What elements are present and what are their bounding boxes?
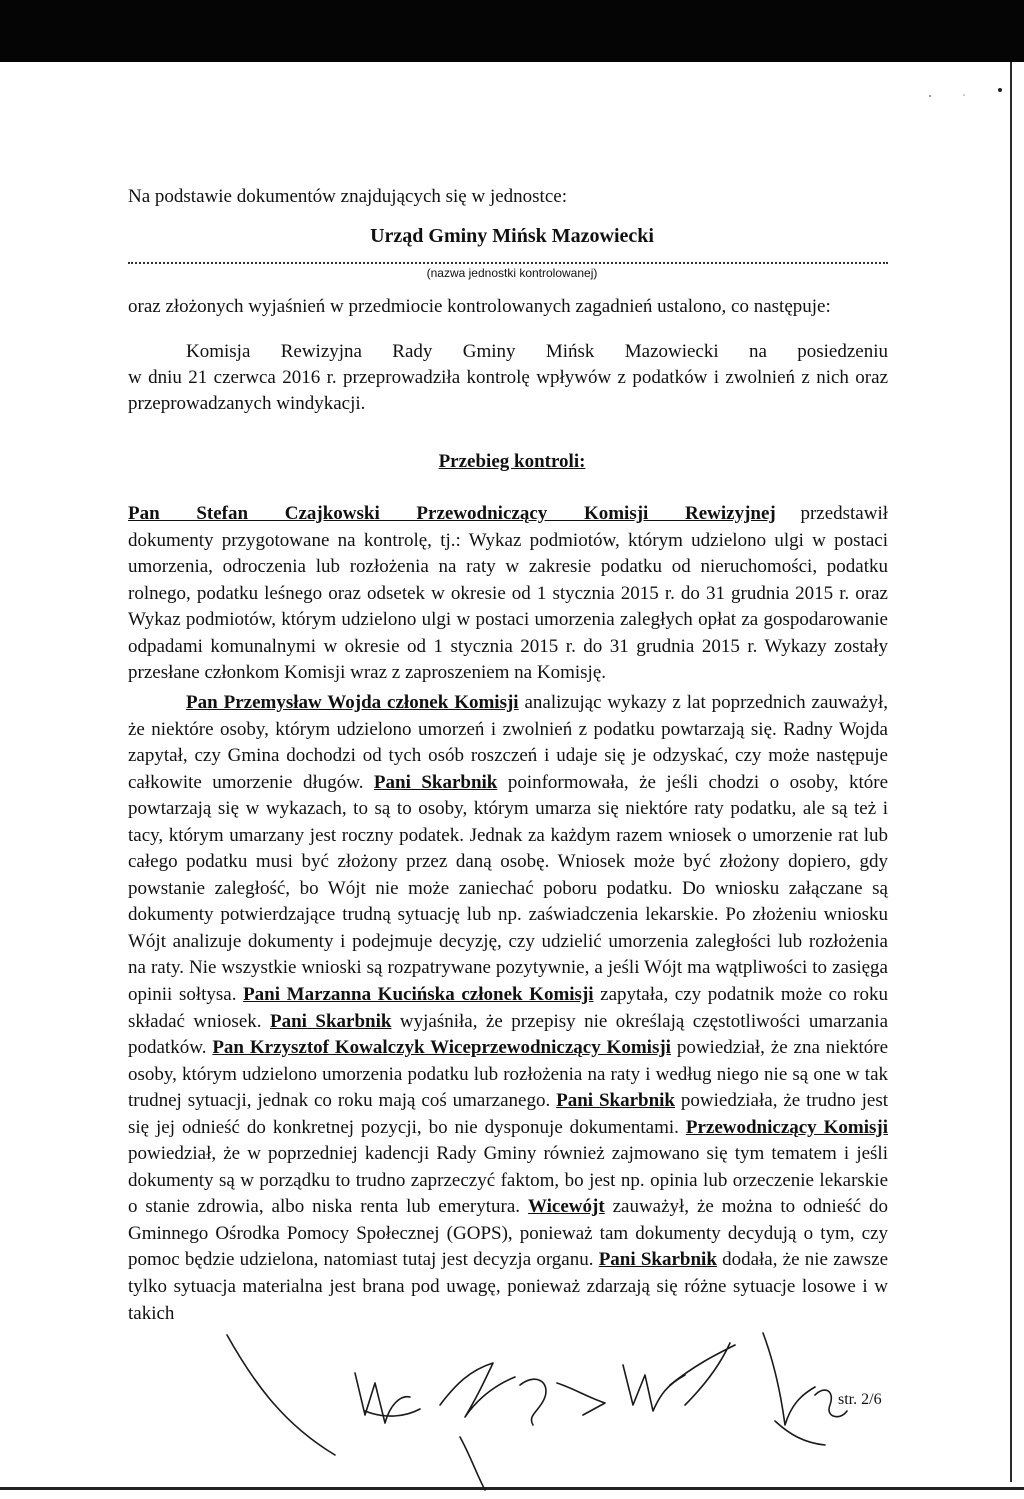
speaker-name: Pani Skarbnik [269,1010,392,1032]
speaker-statement: analizując wykazy z lat poprzednich zauważył, że niektóre osoby, którym udzielono umorzeń i zwolnień z podatku powtarzają się. Radny Wojda zapytał, czy Gmina dochodzi od tych osób roszczeń i udaje się je odzyskać, czy może następuje całkowite umorzenie długów. [128,692,888,793]
speaker-verb: przedstawił [800,503,889,524]
paragraph-documents [128,501,888,687]
scan-specks [920,82,1010,102]
speaker-name: Pani Skarbnik [598,1249,717,1271]
signature-stroke [557,1383,605,1415]
speaker-name: Pani Skarbnik [373,771,498,793]
speaker-name: Pani Skarbnik [556,1090,675,1112]
paragraph1-first-line: Komisja Rewizyjna Rady Gminy Mińsk Mazowiecki na posiedzeniu [186,341,888,362]
signature-stroke [775,1421,825,1445]
speaker-statement: powiedział, że w poprzedniej kadencji Rady Gminy również zajmowano się tym tematem i jeśli dokumenty są w porządku to trudno zaprzeczyć faktom, bo jest np. opinia lub orzeczenie lekarskie o stanie zdrowia, albo niska renta lub emerytura. [128,1143,888,1218]
signature-stroke [365,1409,420,1416]
paragraph1-rest: w dniu 21 czerwca 2016 r. przeprowadziła kontrolę wpływów z podatków i zwolnień z nich oraz przeprowadzanych windykacji. [128,367,888,415]
speaker-statement: powiedziała, że trudno jest się jej odnieść do konkretnej pozycji, bo nie dysponuje dokumentami. [128,1090,888,1138]
speaker-statement: wyjaśniła, że przepisy nie określają częstotliwości umarzania podatków. [128,1010,888,1059]
intro-line: Na podstawie dokumentów znajdujących się w jednostce: [128,186,567,207]
scan-top-border [0,0,1024,62]
speaker-name: Pan Krzysztof Kowalczyk Wiceprzewodniczący Komisji [212,1037,671,1059]
unit-caption: (nazwa jednostki kontrolowanej) [426,266,598,280]
section-title: Przebieg kontroli: [438,451,586,472]
signature-stroke [520,1379,546,1425]
speaker-name: Pan Przemysław Wojda członek Komisji [186,692,519,713]
speaker-name: Pani Marzanna Kucińska członek Komisji [243,984,594,1006]
speaker-statement: zauważył, że można to odnieść do Gminnego Ośrodka Pomocy Społecznej (GOPS), ponieważ tam dokumenty decydują o tym, czy pomoc będzie udzielona, natomiast tutaj jest decyzja organu. [128,1196,888,1271]
paragraph2-text: dokumenty przygotowane na kontrolę, tj.: Wykaz podmiotów, którym udzielono ulgi w postaci umorzenia, odroczenia lub rozłożenia na raty w zakresie podatku od nieruchomości, podatku rolnego, podatku leśnego oraz odsetek w okresie od 1 stycznia 2015 r. do 31 grudnia 2015 r. oraz Wykaz podmiotów, którym udzielono ulgi w postaci umorzenia zaległych opłat za gospodarowanie odpadami komunalnymi w okresie od 1 stycznia 2015 r. do 31 grudnia 2015 r. Wykazy zostały przesłane członkom Komisji wraz z zaproszeniem na Komisję. [128,529,888,683]
paragraph-discussion [128,690,888,1327]
speaker-name: Pan Stefan Czajkowski Przewodniczący Komisji Rewizyjnej [128,503,776,524]
paragraph-control-info [128,339,888,418]
signature-stroke [460,1437,485,1490]
speaker-statement: zapytała, czy podatnik może co roku składać wniosek. [128,984,888,1032]
signature-stroke [670,1343,735,1405]
paragraph2-lead-line [128,501,888,528]
findings-intro: oraz złożonych wyjaśnień w przedmiocie kontrolowanych zagadnień ustalono, co następuje: [128,296,831,317]
page-number: str. 2/6 [838,1391,882,1408]
signature-stroke [440,1363,515,1417]
speaker-statement: poinformowała, że jeśli chodzi o osoby, które powtarzają się w wykazach, to są to osoby, którym umarza się niektóre raty podatku, ale są też i tacy, którym umarzany jest roczny podatek. Jednak za każdym razem wniosek o umorzenie rat lub całego podatku musi być złożony przez daną osobę. Wniosek może być złożony dopiero, gdy powstanie zaległość, bo Wójt nie może zaniechać poboru podatku. Do wniosku załączane są dokumenty potwierdzające trudną sytuację lub np. zaświadczenia lekarskie. Po złożeniu wniosku Wójt analizuje dokumenty i podejmuje decyzję, czy udzielić umorzenia zaległości lub rozłożenia na raty. Nie wszystkie wnioski są rozpatrywane pozytywnie, a jeśli Wójt ma wątpliwości to zasięga opinii sołtysa. [128,771,888,1006]
signature-stroke [623,1365,685,1411]
speaker-statement: dodała, że nie zawsze tylko sytuacja materialna jest brana pod uwagę, ponieważ zdarzają się różne sytuacje losowe i w takich [128,1249,888,1324]
signature-stroke [763,1333,815,1425]
unit-name: Urząd Gminy Mińsk Mazowiecki [370,225,654,247]
dotted-line [128,262,888,264]
speaker-statement: powiedział, że zna niektóre osoby, którym udzielono umorzenia podatku lub rozłożenia na raty i według niego nie są one w tak trudnej sytuacji, jednak co roku mają coś umarzanego. [128,1037,889,1112]
speaker-name: Wicewójt [527,1196,605,1218]
speaker-name: Przewodniczący Komisji [685,1116,888,1138]
handwritten-signatures [215,1325,855,1495]
signature-stroke [227,1335,335,1455]
